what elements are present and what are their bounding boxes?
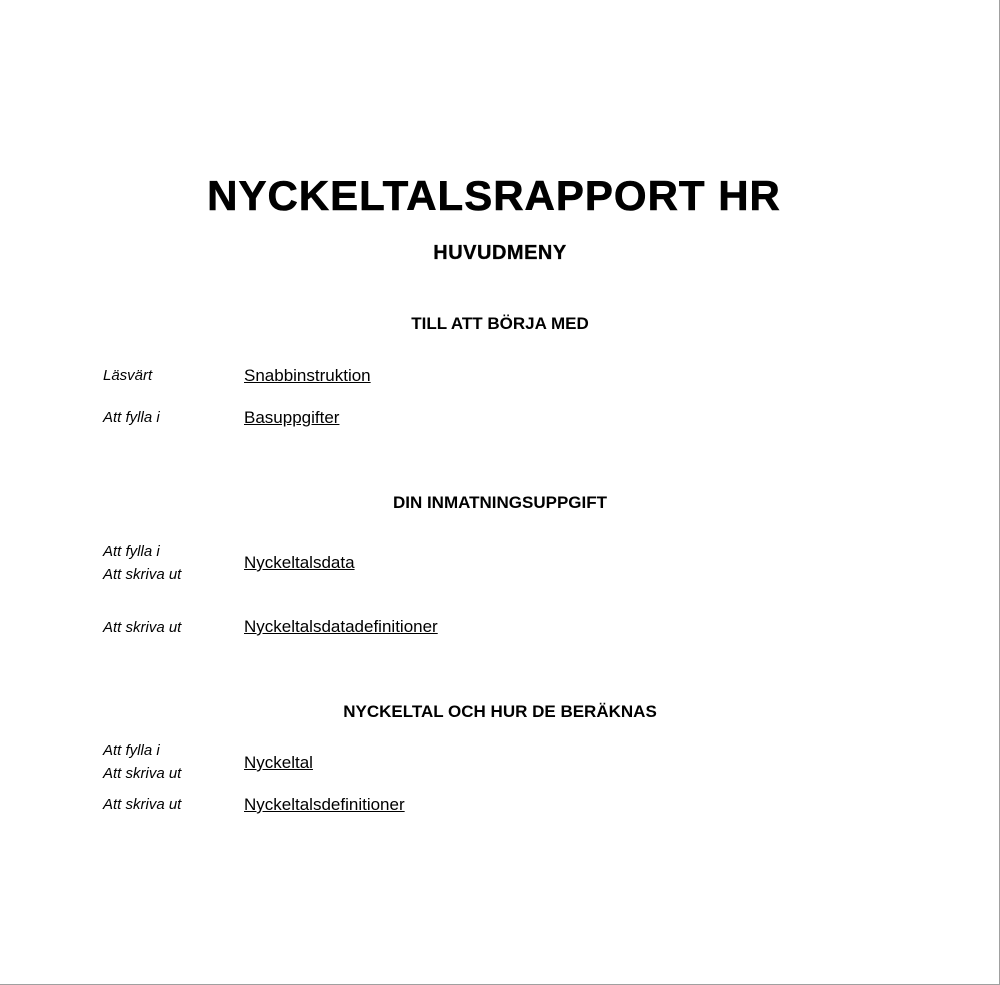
row-label-line: Att skriva ut (103, 765, 182, 782)
row-label-line: Att fylla i (103, 543, 160, 560)
link-basuppgifter[interactable]: Basuppgifter (244, 408, 340, 427)
row-label (103, 616, 181, 639)
row-label-line: Att fylla i (103, 409, 160, 426)
link-nyckeltalsdatadefinitioner[interactable]: Nyckeltalsdatadefinitioner (244, 617, 438, 636)
row-label (103, 540, 181, 586)
link-nyckeltalsdefinitioner[interactable]: Nyckeltalsdefinitioner (244, 795, 405, 814)
row-label (103, 364, 152, 387)
row-label (103, 793, 181, 816)
row-label (103, 739, 181, 785)
row-label-line: Läsvärt (103, 367, 153, 384)
page-title: NYCKELTALSRAPPORT HR (207, 172, 781, 219)
link-nyckeltal[interactable]: Nyckeltal (244, 753, 313, 772)
link-snabbinstruktion[interactable]: Snabbinstruktion (244, 366, 371, 385)
page-subtitle: HUVUDMENY (433, 242, 567, 264)
row-label-line: Att skriva ut (103, 619, 182, 636)
section-heading-input-task: DIN INMATNINGSUPPGIFT (392, 493, 608, 512)
row-label (103, 406, 160, 429)
section-heading-key-figures: NYCKELTAL OCH HUR DE BERÄKNAS (343, 702, 657, 721)
section-heading-getting-started: TILL ATT BÖRJA MED (411, 314, 589, 333)
row-label-line: Att fylla i (103, 742, 160, 759)
row-label-line: Att skriva ut (103, 796, 182, 813)
link-nyckeltalsdata[interactable]: Nyckeltalsdata (244, 553, 355, 572)
row-label-line: Att skriva ut (103, 566, 182, 583)
